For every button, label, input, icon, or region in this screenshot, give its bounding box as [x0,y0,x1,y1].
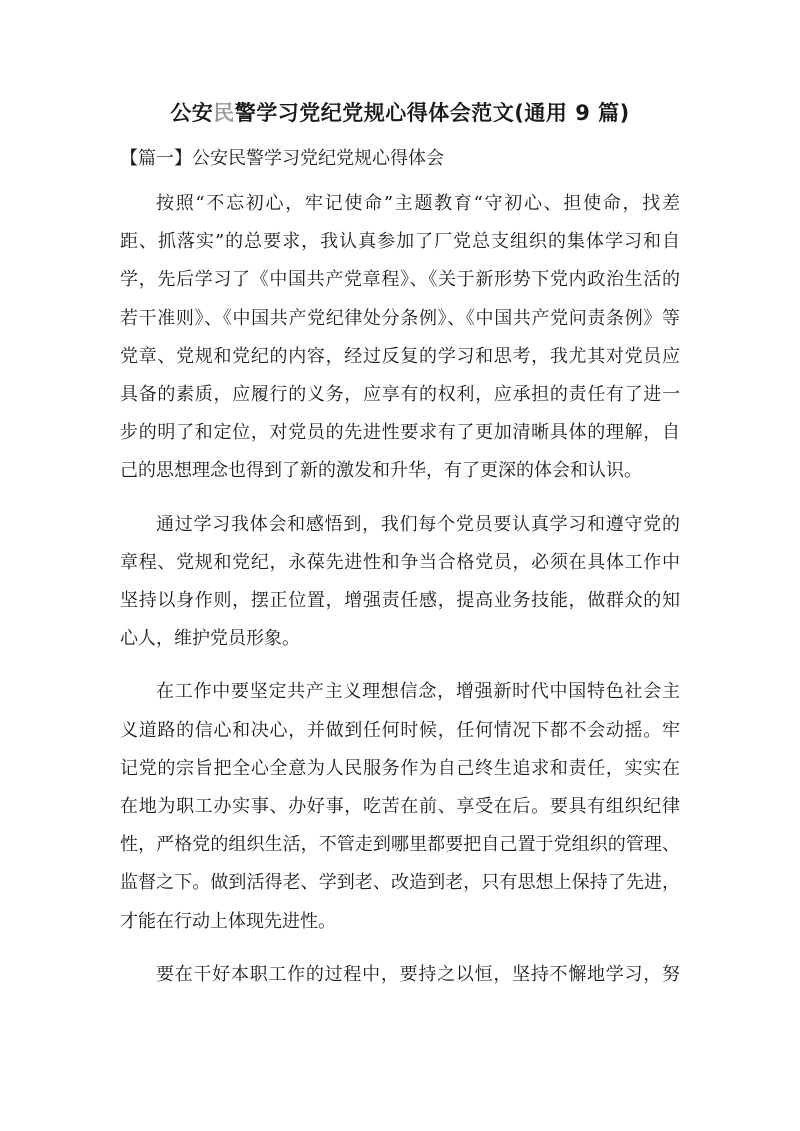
section-heading: 【篇一】公安民警学习党纪党规心得体会 [120,148,444,169]
paragraph [120,185,680,491]
paragraph-line: 党章、党规和党纪的内容，经过反复的学习和思考，我尤其对党员应 [120,345,680,367]
title-suffix: 警学习党纪党规心得体会范文(通用 9 篇) [234,101,630,125]
paragraph-line: 性，严格党的组织生活，不管走到哪里都要把自己置于党组织的管理、 [120,834,680,856]
paragraph-line: 监督之下。做到活得老、学到老、改造到老，只有思想上保持了先进， [120,872,680,894]
paragraph-line: 己的思想理念也得到了新的激发和升华，有了更深的体会和认识。 [120,460,642,482]
paragraph-line: 按照“不忘初心，牢记使命”主题教育“守初心、担使命，找差 [156,193,680,214]
paragraph-line: 学，先后学习了《中国共产党章程》、《关于新形势下党内政治生活的 [120,269,680,291]
paragraph-line: 在工作中要坚定共产主义理想信念，增强新时代中国特色社会主 [156,681,680,703]
paragraph-line: 通过学习我体会和感悟到，我们每个党员要认真学习和遵守党的 [156,513,680,535]
paragraph-line: 步的明了和定位，对党员的先进性要求有了更加清晰具体的理解，自 [120,422,680,444]
paragraph [120,506,680,659]
paragraph-line: 要在干好本职工作的过程中，要持之以恒，坚持不懈地学习，努 [156,963,680,985]
document-title [0,98,800,128]
paragraph-line: 在地为职工办实事、办好事，吃苦在前、享受在后。要具有组织纪律 [120,796,680,818]
paragraph-line: 才能在行动上体现先进性。 [120,910,336,932]
paragraph-line: 章程、党规和党纪，永葆先进性和争当合格党员，必须在具体工作中 [120,551,680,573]
paragraph-line: 心人，维护党员形象。 [120,628,300,650]
paragraph-line: 具备的素质，应履行的义务，应享有的权利，应承担的责任有了进一 [120,384,680,406]
paragraph [120,956,680,994]
paragraph [120,673,680,940]
document-body [120,185,680,1009]
paragraph-line: 若干准则》、《中国共产党纪律处分条例》、《中国共产党问责条例》等 [120,307,680,329]
title-highlight: 民 [213,101,235,125]
paragraph-line: 记党的宗旨把全心全意为人民服务作为自己终生追求和责任，实实在 [120,757,680,779]
paragraph-line: 坚持以身作则，摆正位置，增强责任感，提高业务技能，做群众的知 [120,590,680,612]
paragraph-line: 义道路的信心和决心，并做到任何时候，任何情况下都不会动摇。牢 [120,719,680,741]
title-prefix: 公安 [170,101,214,125]
paragraph-line: 距、抓落实”的总要求，我认真参加了厂党总支组织的集体学习和自 [120,231,680,253]
